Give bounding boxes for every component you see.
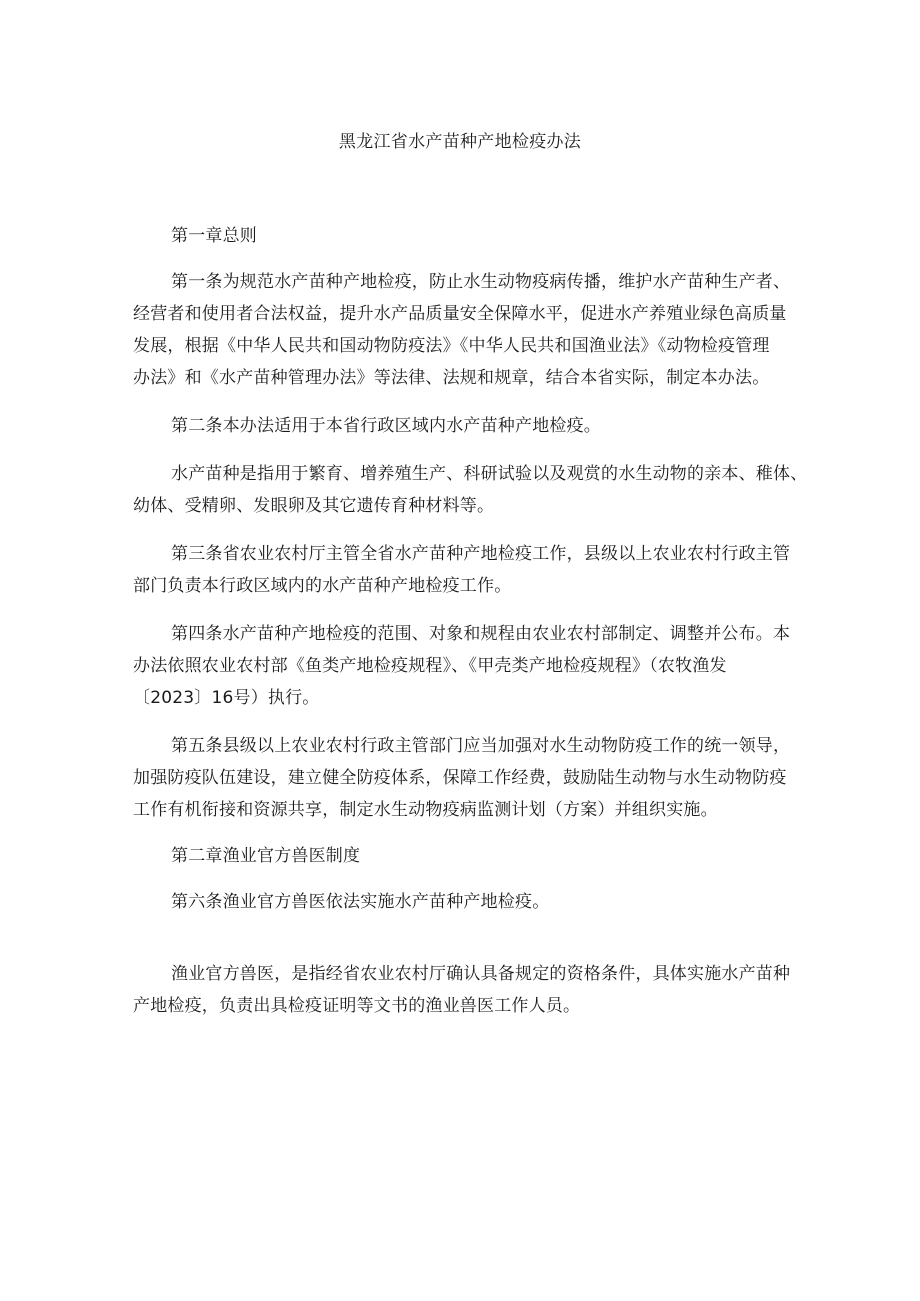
paragraph-line: 第一条为规范水产苗种产地检疫，防止水生动物疫病传播，维护水产苗种生产者、 <box>171 272 791 292</box>
paragraph-line: 幼体、受精卵、发眼卵及其它遗传育种材料等。 <box>133 496 495 516</box>
paragraph-line: 部门负责本行政区域内的水产苗种产地检疫工作。 <box>133 576 512 596</box>
paragraph-line: 第五条县级以上农业农村行政主管部门应当加强对水生动物防疫工作的统一领导， <box>171 736 791 756</box>
article-2-paragraph: 第二条本办法适用于本省行政区域内水产苗种产地检疫。 <box>171 416 601 436</box>
paragraph-line: 渔业官方兽医，是指经省农业农村厅确认具备规定的资格条件，具体实施水产苗种 <box>171 964 791 984</box>
chapter-1-heading: 第一章总则 <box>171 226 257 246</box>
paragraph-line: 工作有机衔接和资源共享，制定水生动物疫病监测计划（方案）并组织实施。 <box>133 800 718 820</box>
article-4-paragraph <box>133 618 793 714</box>
document-body <box>133 220 808 1022</box>
fishery-veterinarian-definition-paragraph <box>133 958 793 1022</box>
article-6-paragraph: 第六条渔业官方兽医依法实施水产苗种产地检疫。 <box>171 892 550 912</box>
paragraph-line: 水产苗种是指用于繁育、增养殖生产、科研试验以及观赏的水生动物的亲本、稚体、 <box>171 464 808 484</box>
article-1-paragraph <box>133 266 793 394</box>
paragraph-line: 发展，根据《中华人民共和国动物防疫法》《中华人民共和国渔业法》《动物检疫管理 <box>133 336 770 356</box>
chapter-2-heading: 第二章渔业官方兽医制度 <box>171 846 361 866</box>
document-title: 黑龙江省水产苗种产地检疫办法 <box>338 132 582 152</box>
paragraph-line: 加强防疫队伍建设，建立健全防疫体系，保障工作经费，鼓励陆生动物与水生动物防疫 <box>133 768 787 788</box>
paragraph-line: 办法依照农业农村部《鱼类产地检疫规程》、《甲壳类产地检疫规程》（农牧渔发 <box>133 656 727 676</box>
paragraph-line: 办法》和《水产苗种管理办法》等法律、法规和规章，结合本省实际，制定本办法。 <box>133 368 770 388</box>
paragraph-line: 经营者和使用者合法权益，提升水产品质量安全保障水平，促进水产养殖业绿色高质量 <box>133 304 787 324</box>
article-3-paragraph <box>133 538 793 602</box>
paragraph-line: 〔2023〕16号）执行。 <box>133 688 320 708</box>
article-5-paragraph <box>133 730 793 826</box>
paragraph-line: 第三条省农业农村厅主管全省水产苗种产地检疫工作，县级以上农业农村行政主管 <box>171 544 791 564</box>
paragraph-line: 产地检疫，负责出具检疫证明等文书的渔业兽医工作人员。 <box>133 996 581 1016</box>
aquatic-seedling-definition-paragraph <box>133 458 808 522</box>
paragraph-line: 第四条水产苗种产地检疫的范围、对象和规程由农业农村部制定、调整并公布。本 <box>171 624 791 644</box>
